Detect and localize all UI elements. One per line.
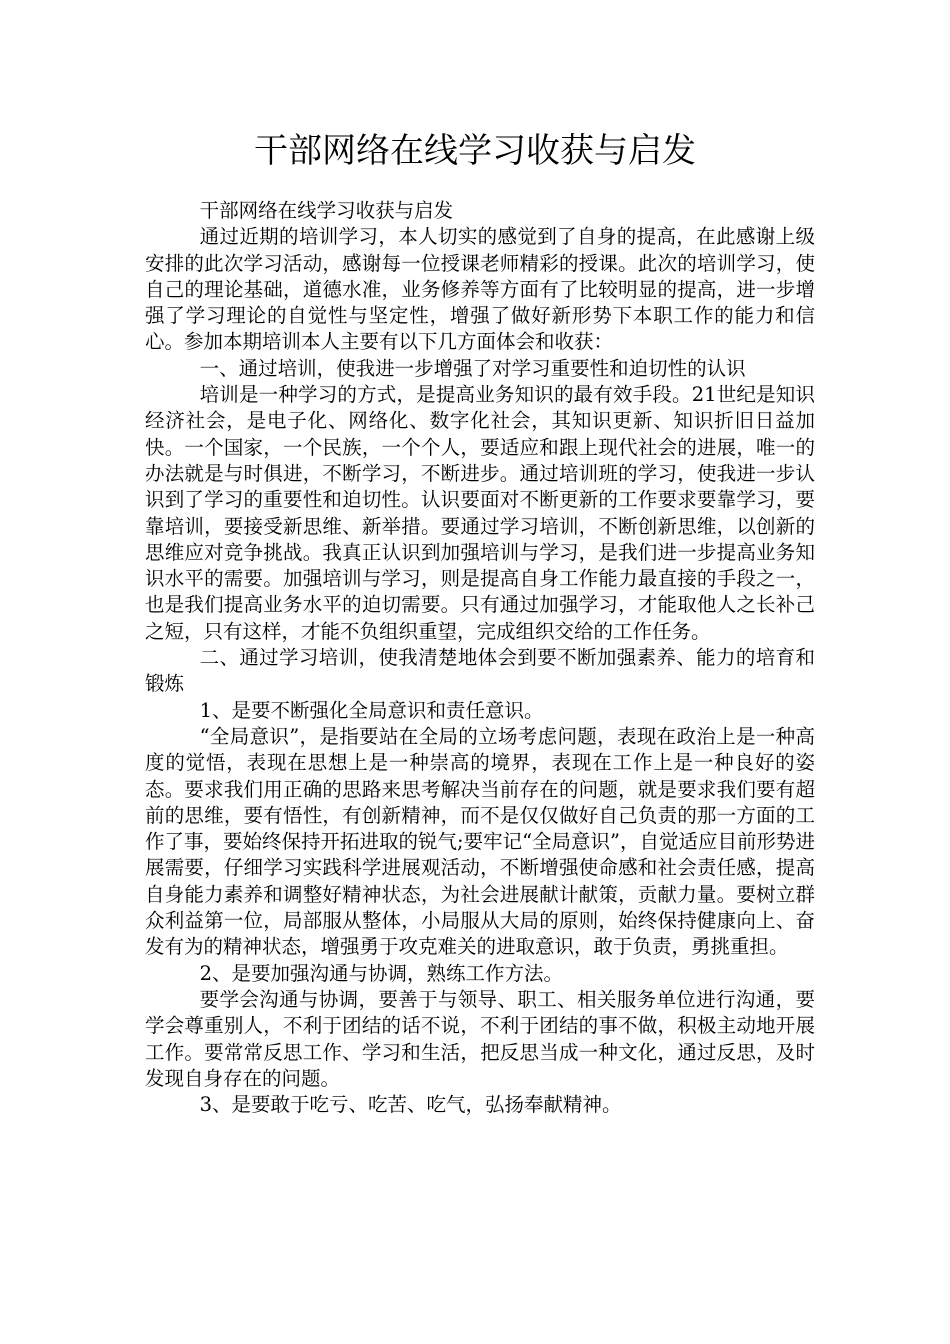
document-body (145, 198, 815, 1118)
heading-section-1: 一、通过培训，使我进一步增强了对学习重要性和迫切性的认识 (199, 356, 746, 380)
heading-item-2: 2、是要加强沟通与协调，熟练工作方法。 (199, 961, 564, 985)
paragraph-item-2: 要学会沟通与协调，要善于与领导、职工、相关服务单位进行沟通，要学会尊重别人，不利于团结的话不说，不利于团结的事不做，积极主动地开展工作。要常常反思工作、学习和生活，把反思当成一种文化，通过反思，及时发现自身存在的问题。 (145, 987, 815, 1090)
heading-section-2: 二、通过学习培训，使我清楚地体会到要不断加强素养、能力的培育和锻炼 (145, 646, 815, 696)
heading-item-3: 3、是要敢于吃亏、吃苦、吃气，弘扬奉献精神。 (199, 1093, 622, 1117)
paragraph-section-1: 培训是一种学习的方式，是提高业务知识的最有效手段。21世纪是知识经济社会，是电子化、网络化、数字化社会，其知识更新、知识折旧日益加快。一个国家，一个民族，一个个人，要适应和跟上现代社会的进展，唯一的办法就是与时俱进，不断学习，不断进步。通过培训班的学习，使我进一步认识到了学习的重要性和迫切性。认识要面对不断更新的工作要求要靠学习，要靠培训，要接受新思维、新举措。要通过学习培训，不断创新思维，以创新的思维应对竞争挑战。我真正认识到加强培训与学习，是我们进一步提高业务知识水平的需要。加强培训与学习，则是提高自身工作能力最直接的手段之一，也是我们提高业务水平的迫切需要。只有通过加强学习，才能取他人之长补己之短，只有这样，才能不负组织重望，完成组织交给的工作任务。 (145, 383, 815, 643)
heading-item-1: 1、是要不断强化全局意识和责任意识。 (199, 698, 544, 722)
paragraph-subtitle: 干部网络在线学习收获与启发 (199, 199, 454, 222)
paragraph-intro: 通过近期的培训学习，本人切实的感觉到了自身的提高，在此感谢上级安排的此次学习活动，感谢每一位授课老师精彩的授课。此次的培训学习，使自己的理论基础，道德水准，业务修养等方面有了比较明显的提高，进一步增强了学习理论的自觉性与坚定性，增强了做好新形势下本职工作的能力和信心。参加本期培训本人主要有以下几方面体会和收获： (145, 225, 815, 354)
paragraph-item-1: “全局意识”，是指要站在全局的立场考虑问题，表现在政治上是一种高度的觉悟，表现在思想上是一种崇高的境界，表现在工作上是一种良好的姿态。要求我们用正确的思路来思考解决当前存在的问题，就是要求我们要有超前的思维，要有悟性，有创新精神，而不是仅仅做好自己负责的那一方面的工作了事，要始终保持开拓进取的锐气;要牢记“全局意识”，自觉适应目前形势进展需要，仔细学习实践科学进展观活动，不断增强使命感和社会责任感，提高自身能力素养和调整好精神状态，为社会进展献计献策，贡献力量。要树立群众利益第一位，局部服从整体，小局服从大局的原则，始终保持健康向上、奋发有为的精神状态，增强勇于攻克难关的进取意识，敢于负责，勇挑重担。 (145, 724, 816, 959)
document-title: 干部网络在线学习收获与启发 (254, 131, 696, 171)
